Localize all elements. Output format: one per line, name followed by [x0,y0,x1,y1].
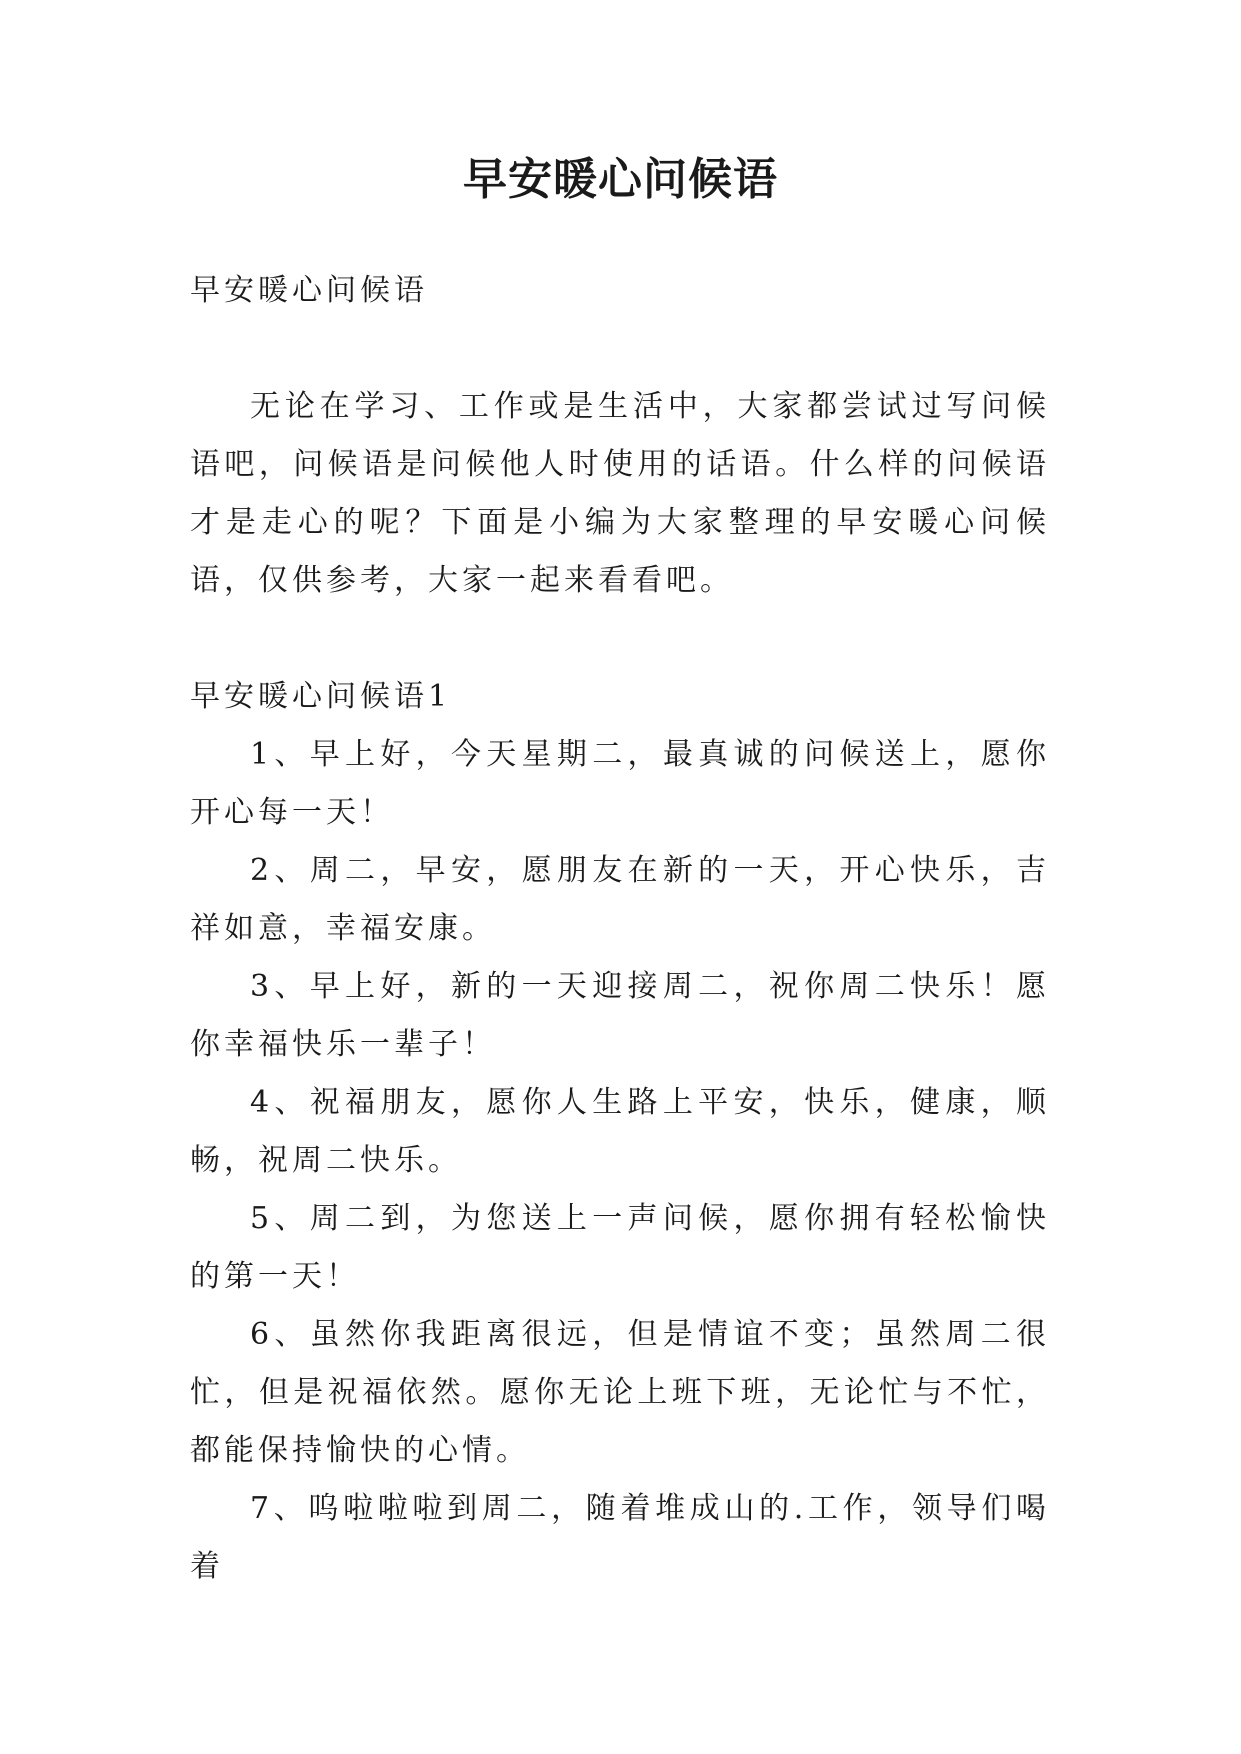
list-item: 5、周二到，为您送上一声问候，愿你拥有轻松愉快的第一天！ [190,1201,1050,1294]
list-item: 4、祝福朋友，愿你人生路上平安，快乐，健康，顺畅，祝周二快乐。 [190,1085,1050,1178]
list-item: 3、早上好，新的一天迎接周二，祝你周二快乐！愿你幸福快乐一辈子！ [190,969,1050,1062]
list-item: 6、虽然你我距离很远，但是情谊不变；虽然周二很忙，但是祝福依然。愿你无论上班下班，无论忙与不忙，都能保持愉快的心情。 [190,1317,1050,1468]
list-item: 2、周二，早安，愿朋友在新的一天，开心快乐，吉祥如意，幸福安康。 [190,853,1050,946]
document-subtitle: 早安暖心问候语 [190,273,428,308]
document-body [190,262,1050,1596]
intro-paragraph: 无论在学习、工作或是生活中，大家都尝试过写问候语吧，问候语是问候他人时使用的话语。什么样的问候语才是走心的呢？下面是小编为大家整理的早安暖心问候语，仅供参考，大家一起来看看吧。 [190,389,1050,598]
document-title: 早安暖心问候语 [463,154,778,205]
section-heading: 早安暖心问候语1 [190,679,452,714]
list-item: 7、呜啦啦啦到周二，随着堆成山的.工作，领导们喝着 [190,1491,1050,1584]
list-item: 1、早上好，今天星期二，最真诚的问候送上，愿你开心每一天！ [190,737,1050,830]
